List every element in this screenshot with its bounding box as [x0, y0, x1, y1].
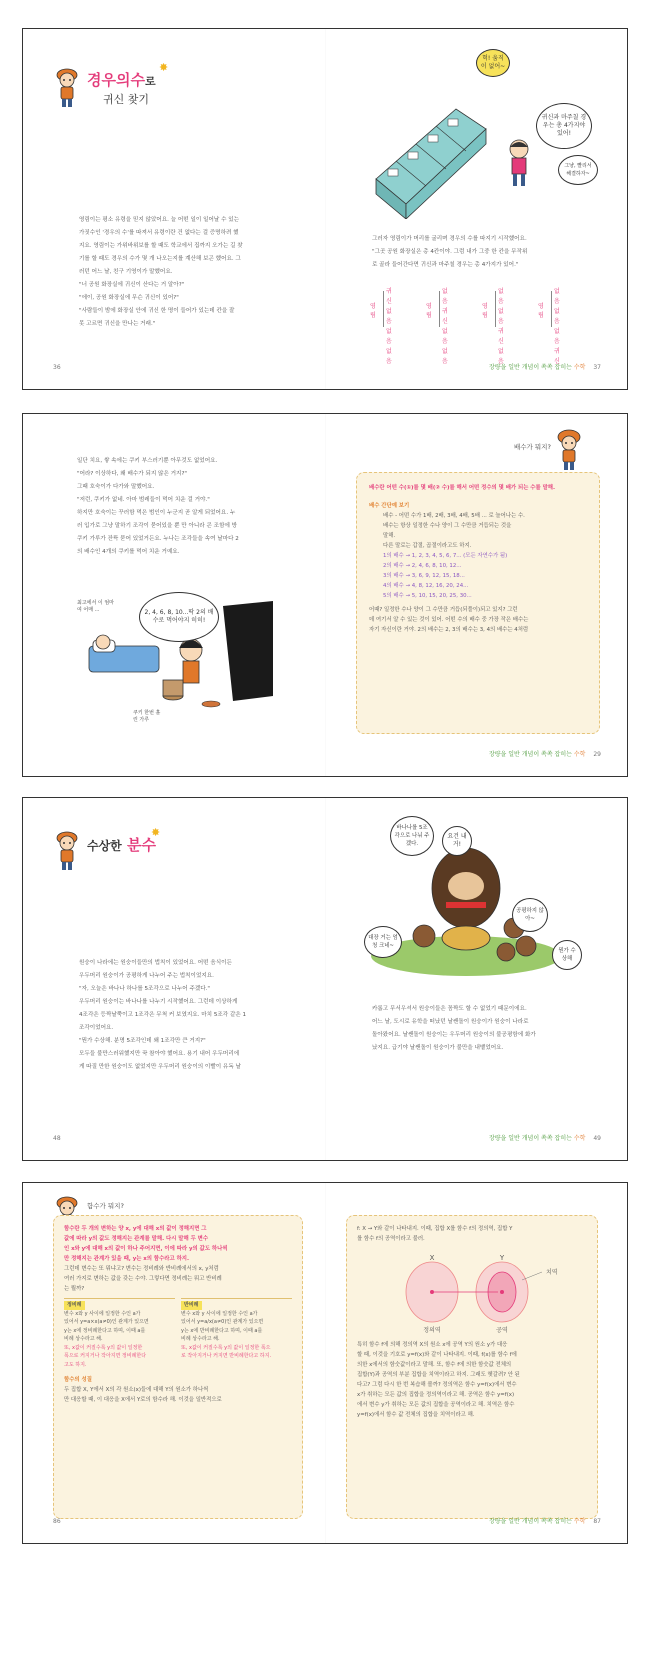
page-number: 86 — [53, 1518, 61, 1525]
paragraph: 기를 할 때도 경우의 수가 몇 개 나오는지를 계산해 보곤 했어요. 그 — [79, 256, 241, 262]
paragraph: 쿠키 가루가 잔뜩 묻어 있었거든요. 누나는 조각들을 속여 날마다 2 — [77, 536, 239, 542]
tree-leaf: 없음 — [554, 288, 560, 305]
tree-leaf: 없음 — [498, 308, 504, 325]
note-line: 만 정해지는 관계가 있을 때, y는 x의 함수라고 하지. — [64, 1256, 190, 1262]
running-footer: 장량을 일반 개념이 쏙쏙 잡히는 수학 87 — [488, 1518, 601, 1525]
star-icon: ✸ — [151, 826, 161, 839]
paragraph: "어라? 이상하다, 왜 배수가 되지 않은 거지?" — [77, 471, 187, 477]
running-footer: 장량을 일반 개념이 쏙쏙 잡히는 수학 37 — [488, 364, 601, 371]
note-line: 인 x와 y에 대해 x의 값이 하나 주어지면, 이에 따라 y의 값도 하나씩 — [64, 1246, 228, 1252]
function-diagram — [372, 1250, 572, 1336]
paragraph: "그곳 공원 화장실은 총 4칸이야. 그럼 내가 그중 한 칸을 무작위 — [372, 249, 528, 255]
paragraph: 러던 어느 날, 친구 기영이가 말했어요. — [79, 269, 173, 275]
note-line: 의한 x에서의 함숫값이라고 말해. 또, 함수 f에 의한 함숫값 전체의 — [357, 1362, 512, 1368]
tree-leaf: 없음 — [554, 328, 560, 345]
tree-leaf: 귀신 — [554, 348, 560, 365]
note-heading: 함수가 뭐지? — [87, 1202, 124, 1210]
note-line: 는 뭘까? — [64, 1286, 85, 1292]
paragraph: 그러자 영림이가 머리를 굴리며 경우의 수를 따지기 시작했어요. — [372, 236, 527, 242]
column-tag: 반비례 — [181, 1301, 202, 1310]
speech-bubble: 대장 거는 엄청 크네~ — [364, 926, 402, 958]
paragraph: "저런, 쿠키가 없네. 아마 범레들이 먹어 치운 걸 거야." — [77, 497, 210, 503]
boy-character-icon — [554, 428, 584, 472]
tree-bracket — [495, 291, 496, 327]
paragraph: 영림이는 평소 유령을 믿지 않았어요. 늘 어떤 일이 일어날 수 있는 — [79, 217, 240, 223]
tree-leaf: 귀신 — [498, 328, 504, 345]
boy-character-icon — [53, 828, 83, 872]
column-line: 비례 상수라고 해. — [181, 1336, 220, 1342]
paragraph: 조각이었어요. — [79, 1025, 114, 1031]
quote: "사람들이 밤에 화장실 안에 귀신 한 명이 들어가 있는데 칸을 잘 — [79, 308, 235, 314]
page-number: 36 — [53, 364, 61, 371]
note-box — [346, 1215, 598, 1519]
paragraph: 지요. 영림이는 가위바위보를 할 때도 학교에서 집까지 오가는 길 찾 — [79, 243, 243, 249]
tree-bracket — [383, 291, 384, 327]
multiple-line: 2의 배수 → 2, 4, 6, 8, 10, 12... — [383, 563, 462, 569]
note-line: y=f(x)에서 함수 값 전체의 집합을 치역이라고 해. — [357, 1412, 475, 1418]
tree-root: 영림 — [538, 303, 544, 319]
column-tag: 정비례 — [64, 1301, 85, 1310]
page-right — [326, 414, 628, 776]
left-body-text — [71, 456, 291, 560]
inverse-proportion-col — [181, 1298, 292, 1369]
note-line: 값에 따라 y의 값도 정해지는 관계를 말해. 다시 말해 두 변수 — [64, 1236, 209, 1242]
tree-leaf: 없음 — [442, 328, 448, 345]
page-left — [23, 1183, 326, 1543]
tree-leaf: 없음 — [386, 308, 392, 325]
column-line: 로 작아지거나 커지면 반비례한다고 하지. — [181, 1353, 272, 1359]
proportion-columns — [64, 1298, 292, 1369]
column-line: 폭으로 커지거나 작아지면 정비례한다 — [64, 1353, 147, 1359]
column-line: 또, x값이 커질수록 y의 값이 일정한 — [64, 1344, 143, 1351]
example-line: 배수 - 어떤 수가 1배, 2배, 3배, 4배, 5배 ... 로 늘어나는 수. — [383, 513, 525, 519]
running-footer: 장량을 일반 개념이 쏙쏙 잡히는 수학 29 — [488, 751, 601, 758]
right-body-text — [366, 234, 596, 273]
multiple-line: 4의 배수 → 4, 8, 12, 16, 20, 24... — [383, 583, 469, 589]
sub-tag: 함수의 성질 — [64, 1377, 92, 1383]
paragraph: 하지만 호숙이는 꾸러함 먹은 범인이 누군지 곧 알게 되었어요. 누 — [77, 510, 236, 516]
paragraph: 일단 치요, 쌓 속에는 쿠키 부스러기뿐 아무것도 없었어요. — [77, 458, 218, 464]
tree-leaf: 귀신 — [442, 308, 448, 325]
sub-line: 만 대응할 때, 이 대응을 X에서 Y로의 함수라 해. 이것을 일반적으로 — [64, 1397, 222, 1403]
paragraph: 원숭이 나라에는 원숭이들만의 법칙이 있었어요. 어떤 음식이든 — [79, 960, 232, 966]
paragraph: "자, 오늘은 바나나 하나를 5조각으로 나누어 주겠다." — [79, 986, 211, 992]
note-box — [53, 1215, 303, 1519]
note-line: f: X → Y와 같이 나타내지. 이때, 집합 X를 함수 f의 정의역, 집합 Y — [357, 1226, 513, 1232]
page-number: 48 — [53, 1135, 61, 1142]
outro-line: 자기 자신이란 거야. 2의 배수는 2, 3의 배수는 3, 4의 배수는 4처럼 — [369, 627, 529, 633]
column-line: 또, x값이 커질수록 y의 값이 일정한 폭으 — [181, 1344, 271, 1351]
note-line: 다고? 그럼 다시 한 번 복습해 볼까? 정의역은 함수 y=f(x)에서 변수 — [357, 1382, 517, 1388]
column-line: 있어서 y=a×x(a≠0)인 관계가 있으면 — [64, 1319, 149, 1325]
note-line: 그런데 변수는 또 뭐냐고? 변수는 정비례와 반비례에서의 x, y처럼 — [64, 1266, 219, 1272]
sub-line: 두 집합 X, Y에서 X의 각 원소(x)들에 대해 Y의 원소가 하나씩 — [64, 1387, 209, 1393]
page-left — [23, 414, 326, 776]
diagram-label-domain: 정의역 — [423, 1327, 441, 1334]
note-line: 함수란 두 개의 변하는 양 x, y에 대해 x의 값이 정해지면 그 — [64, 1226, 207, 1232]
note-line: 집합(Y)과 공역의 부분 집합을 치역이라고 하지. 그래도 헷갈려? 안 된 — [357, 1372, 520, 1378]
left-body-text — [73, 215, 287, 332]
paragraph: 4조각은 등짝날쭉이고 1조각은 무척 커 보였지요. 마치 5조각 같은 1 — [79, 1012, 247, 1018]
column-line: 있어서 y=a/x(a≠0)인 관계가 있으면 — [181, 1319, 264, 1325]
note-line: 특히 함수 f에 의해 정의역 X의 원소 x에 공역 Y의 원소 y가 대응 — [357, 1342, 508, 1348]
multiple-line: 1의 배수 → 1, 2, 3, 4, 5, 6, 7... (모든 자연수가 됨) — [383, 553, 508, 559]
tree-root: 영림 — [482, 303, 488, 319]
note-outro — [369, 605, 587, 635]
tree-leaf: 없음 — [498, 288, 504, 305]
chapter-title: 경우의수로 — [87, 71, 156, 89]
speech-bubble: 바나나를 5조각으로 나눠 주겠다. — [390, 816, 434, 856]
tree-bracket — [551, 291, 552, 327]
note-line: 를 함수 f의 공역이라고 불러. — [357, 1236, 425, 1242]
outro-line: 어때? 일정한 수나 양이 그 수만큼 거듭(되풀이)되고 있지? 그런 — [369, 607, 518, 613]
paragraph: 우두머리 원숭이는 바나나를 나누기 시작했어요. 그런데 이상하게 — [79, 999, 238, 1005]
tree-root: 영림 — [370, 303, 376, 319]
quote: "에이, 공원 화장실에 무슨 귀신이 있어?" — [79, 295, 179, 301]
page-left — [23, 798, 326, 1160]
book-spread-2 — [22, 413, 628, 777]
note-heading: 배수가 뭐지? — [514, 443, 551, 451]
speech-bubble: 2, 4, 6, 8, 10...딱 2의 배수로 먹어야지 히히! — [139, 592, 219, 642]
speech-bubble: 그냥, 빨리서 해결하자~ — [558, 155, 598, 185]
tree-leaf: 없음 — [498, 348, 504, 365]
star-icon: ✸ — [159, 61, 169, 74]
example-line: 말해. — [383, 533, 396, 539]
book-spread-4 — [22, 1182, 628, 1544]
example-line: 배수는 항상 일정한 수나 양이 그 수만큼 거듭되는 것을 — [383, 523, 512, 529]
speech-bubble: 요건 내 거! — [442, 826, 472, 856]
paragraph: 돌아왔어요. 날쌘돌이 원숭이는 우두머리 원숭이의 불공평함에 화가 — [372, 1032, 536, 1038]
tree-leaf: 귀신 — [386, 288, 392, 305]
running-footer: 장량을 일반 개념이 쏙쏙 잡히는 수학 49 — [488, 1135, 601, 1142]
note-line: 여러 가지로 변하는 값을 갖는 수야. 그렇다면 정비례는 뭐고 반비례 — [64, 1276, 222, 1282]
paragraph: 로 골라 들어간다면 귀신과 마주칠 경우는 총 4가지가 있어." — [372, 262, 519, 268]
caption-cookie: 쿠키 한번 흘린 가루 — [133, 710, 161, 723]
outro-line: 데 여기서 알 수 있는 것이 있어. 어떤 수의 배수 중 가장 작은 배수는 — [369, 617, 529, 623]
column-line: 변수 x와 y 사이에 일정한 수인 a가 — [64, 1310, 141, 1317]
note-line: 할 때, 이것을 기호로 y=f(x)와 같이 나타내지. 이때, f(x)를 함수 f에 — [357, 1352, 517, 1358]
quote: 못 고르면 귀신을 만나는 거래." — [79, 321, 156, 327]
boy-character-icon — [53, 65, 83, 109]
direct-proportion-col — [64, 1298, 175, 1369]
tree-root: 영림 — [426, 303, 432, 319]
page-right — [326, 1183, 628, 1543]
example-tag: 배수 간단예 보기 — [369, 503, 410, 509]
girl-character-icon — [504, 137, 534, 189]
paragraph: 카롭고 무서우셔서 원숭이들은 꼼짝도 할 수 없었기 때문이에요. — [372, 1006, 527, 1012]
paragraph: 우두머리 원숭이가 공평하게 나누어 주는 법칙이었지요. — [79, 973, 214, 979]
speech-bubble: 헉! 움직이 없어~ — [476, 49, 510, 77]
example-block — [369, 511, 587, 601]
paragraph: 그때 호숙이가 다가와 말했어요. — [77, 484, 155, 490]
paragraph: 의 배수인 4개의 쿠키를 먹어 치운 거예요. — [77, 549, 180, 555]
chapter-subtitle: 귀신 찾기 — [103, 93, 150, 106]
column-line: 고도 하지. — [64, 1361, 87, 1368]
book-spread-3 — [22, 797, 628, 1161]
left-body-text — [73, 958, 291, 1075]
note-intro: 배수란 어떤 수(①)를 몇 배(② 수)를 해서 어떤 정수의 몇 배가 되는 수를 말해. — [369, 485, 556, 491]
column-line: y는 x에 반비례한다고 하며, 이때 a를 — [181, 1327, 263, 1334]
caption-sleep: 최고에서 이 엄마 여 어매 ... — [77, 600, 114, 613]
tree-diagram — [370, 287, 590, 365]
quote: "너 공원 화장실에 귀신이 산다는 거 알아?" — [79, 282, 185, 288]
paragraph: 가짓수인 '경우의 수'를 따져서 유령이란 건 없다는 걸 증명하려 했 — [79, 230, 239, 236]
diagram-label-codomain: 공역 — [496, 1327, 508, 1334]
speech-bubble: 귀신과 마주칠 경우는 총 4가지야 있어! — [536, 103, 592, 149]
page-right — [326, 29, 628, 389]
diagram-label-range: 치역 — [546, 1269, 558, 1276]
column-line: 변수 x와 y 사이에 일정한 수인 a가 — [181, 1310, 258, 1317]
speech-bubble: 뭔가 수상해 — [552, 940, 582, 970]
paragraph: 났지요. 급기야 날쌘돌이 원숭이가 불만을 내뱉었어요. — [372, 1045, 504, 1051]
tree-leaf: 없음 — [386, 328, 392, 345]
paragraph: "뭔가 수상해. 분명 5조각인데 왜 1조각만 큰 거지?" — [79, 1038, 206, 1044]
speech-bubble: 공평하지 않아~ — [512, 898, 548, 932]
multiple-line: 3의 배수 → 3, 6, 9, 12, 15, 18... — [383, 573, 465, 579]
tree-leaf: 없음 — [442, 288, 448, 305]
right-body-text — [366, 1004, 600, 1056]
paragraph: 모두들 불만스러워했지만 꾹 참아야 했어요. 용기 내어 우두머리에 — [79, 1051, 240, 1057]
note-line: 에서 변수 y가 취하는 모든 값의 집합을 공역이라고 해. 치역은 함수 — [357, 1402, 515, 1408]
paragraph: 어느 날, 도시로 유학을 떠났던 날쌘돌이 원숭이가 원숭이 나라로 — [372, 1019, 529, 1025]
page-right — [326, 798, 628, 1160]
tree-leaf: 없음 — [442, 348, 448, 365]
column-line: 비례 상수라고 해. — [64, 1336, 103, 1342]
chapter-title: 수상한 분수 — [87, 836, 156, 854]
tree-leaf: 없음 — [386, 348, 392, 365]
paragraph: 게 따질 만한 원숭이도 없었지만 우두머리 원숭이의 이빨이 유독 날 — [79, 1064, 241, 1070]
note-box — [356, 472, 600, 734]
note-line: x가 취하는 모든 값의 집합을 정의역이라고 해. 공역은 함수 y=f(x) — [357, 1392, 515, 1398]
paragraph: 러 입가로 그냥 말하기 조각이 묻어있을 뿐 만 아니라 콘 조함에 방 — [77, 523, 238, 529]
example-line: 다른 말로는 갑절, 곱절이라고도 하지. — [383, 543, 472, 549]
diagram-label-x: X — [429, 1254, 435, 1262]
multiple-line: 5의 배수 → 5, 10, 15, 20, 25, 30... — [383, 593, 472, 599]
diagram-label-y: Y — [499, 1254, 505, 1262]
book-spread-1 — [22, 28, 628, 390]
tree-bracket — [439, 291, 440, 327]
column-line: y는 x에 정비례한다고 하며, 이때 a를 — [64, 1327, 146, 1334]
page-left — [23, 29, 326, 389]
toilet-stalls-illustration — [366, 69, 496, 219]
tree-leaf: 없음 — [554, 308, 560, 325]
